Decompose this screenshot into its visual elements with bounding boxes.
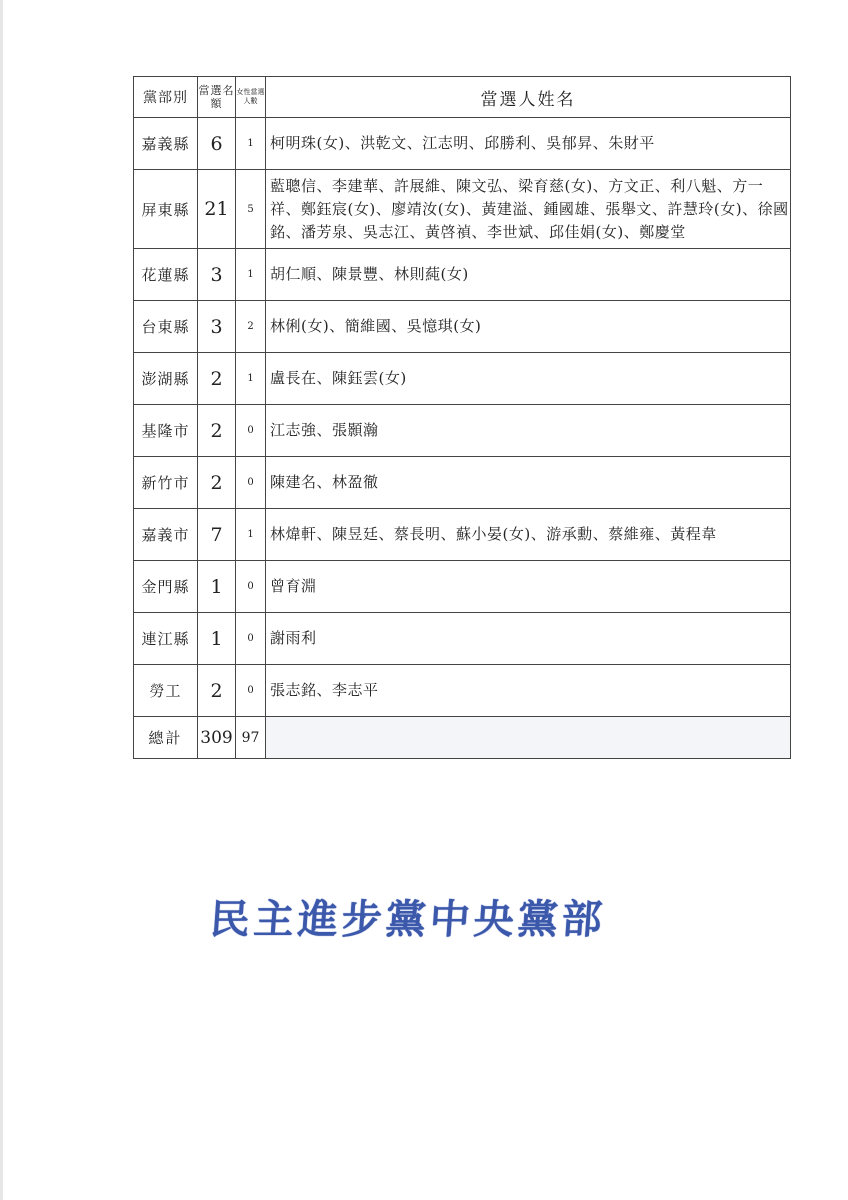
header-party: 黨部別 [134,77,198,118]
female-cell: 5 [236,170,266,249]
names-cell: 林煒軒、陳昱廷、蔡長明、蘇小晏(女)、游承勳、蔡維雍、黃程韋 [266,509,791,561]
seats-cell: 1 [198,561,236,613]
header-seats: 當選名額 [198,77,236,118]
county-cell: 勞工 [134,665,198,717]
female-cell: 2 [236,301,266,353]
county-cell: 澎湖縣 [134,353,198,405]
female-cell: 0 [236,561,266,613]
table-row [134,405,791,457]
seats-cell: 2 [198,353,236,405]
seats-cell: 21 [198,170,236,249]
seats-cell: 1 [198,613,236,665]
total-label: 總計 [134,717,198,759]
female-cell: 0 [236,457,266,509]
names-cell: 江志強、張顥瀚 [266,405,791,457]
seats-cell: 3 [198,249,236,301]
seats-cell: 7 [198,509,236,561]
female-cell: 0 [236,405,266,457]
table-row [134,613,791,665]
seats-cell: 2 [198,457,236,509]
table-row [134,509,791,561]
seats-cell: 2 [198,665,236,717]
header-female: 女性當選人數 [236,77,266,118]
county-cell: 嘉義縣 [134,118,198,170]
county-cell: 連江縣 [134,613,198,665]
party-headquarters-stamp: 民主進步黨中央黨部 [208,897,608,943]
table-row [134,561,791,613]
table-row [134,301,791,353]
table-row [134,170,791,249]
names-cell: 藍聰信、李建華、許展維、陳文弘、梁育慈(女)、方文正、利八魁、方一祥、鄭鈺宸(女)、廖靖汝(女)、黃建溢、鍾國雄、張舉文、許慧玲(女)、徐國銘、潘芳泉、吳志江、黃啓禎、李世斌、邱佳娟(女)、鄭慶堂 [266,170,791,249]
total-names-blank [266,717,791,759]
total-female: 97 [236,717,266,759]
county-cell: 台東縣 [134,301,198,353]
female-cell: 0 [236,665,266,717]
seats-cell: 6 [198,118,236,170]
table-row [134,353,791,405]
names-cell: 陳建名、林盈徹 [266,457,791,509]
county-cell: 嘉義市 [134,509,198,561]
female-cell: 0 [236,613,266,665]
female-cell: 1 [236,118,266,170]
female-cell: 1 [236,249,266,301]
seats-cell: 2 [198,405,236,457]
names-cell: 曾育淵 [266,561,791,613]
total-row [134,717,791,759]
names-cell: 謝雨利 [266,613,791,665]
page-edge [0,0,3,1200]
table-row [134,118,791,170]
table-row [134,457,791,509]
female-cell: 1 [236,509,266,561]
county-cell: 新竹市 [134,457,198,509]
names-cell: 盧長在、陳鈺雲(女) [266,353,791,405]
seats-cell: 3 [198,301,236,353]
female-cell: 1 [236,353,266,405]
names-cell: 林俐(女)、簡維國、吳憶琪(女) [266,301,791,353]
names-cell: 張志銘、李志平 [266,665,791,717]
county-cell: 基隆市 [134,405,198,457]
county-cell: 花蓮縣 [134,249,198,301]
elected-candidates-table [133,76,791,759]
table-header-row [134,77,791,118]
table-row [134,665,791,717]
table-row [134,249,791,301]
names-cell: 胡仁順、陳景豐、林則蒓(女) [266,249,791,301]
total-seats: 309 [198,717,236,759]
county-cell: 屏東縣 [134,170,198,249]
county-cell: 金門縣 [134,561,198,613]
header-names: 當選人姓名 [266,77,791,118]
names-cell: 柯明珠(女)、洪乾文、江志明、邱勝利、吳郁昇、朱財平 [266,118,791,170]
